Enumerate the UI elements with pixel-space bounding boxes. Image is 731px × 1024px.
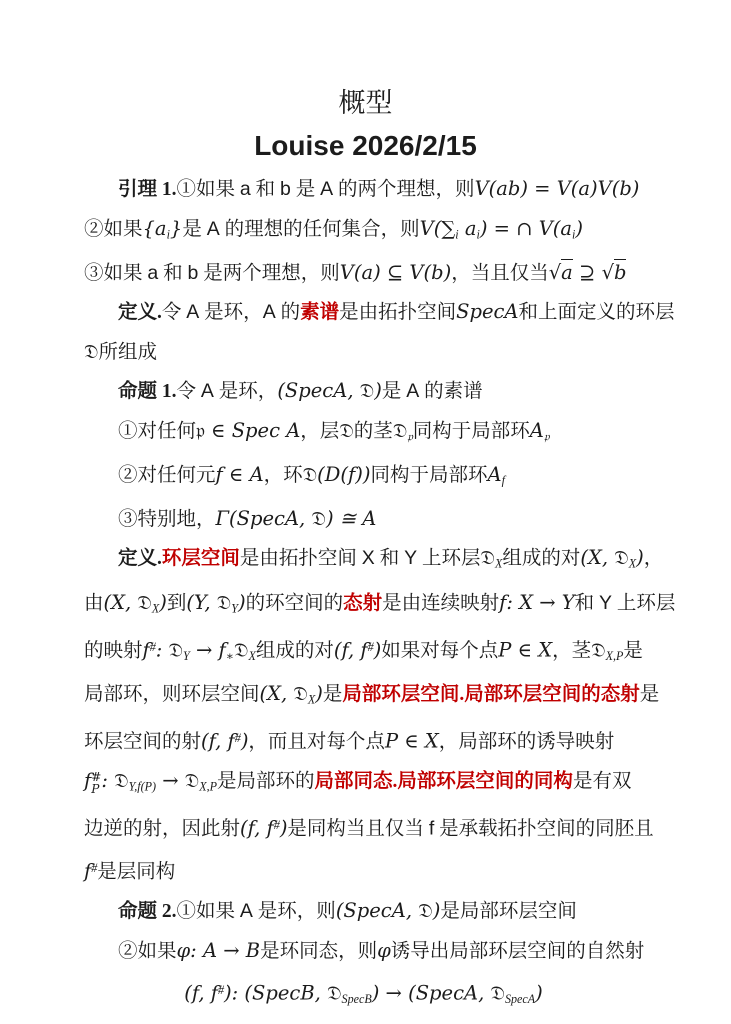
text-segment: 诱导出局部环层空间的自然射 [390,940,645,962]
paragraph [84,762,643,806]
text-segment: a [458,216,477,240]
text-segment: ) [279,816,288,840]
text-segment: ): ( [224,981,253,1005]
text-segment: , [405,899,419,923]
text-segment: A [206,217,220,240]
text-segment: 命题 2. [118,901,177,923]
text-segment: 是有双 [572,771,632,793]
text-segment: (f, f [184,981,218,1005]
text-segment: ，局部环的诱导映射 [438,731,615,753]
text-segment: Y [404,547,418,570]
text-segment: X [151,601,160,616]
text-segment: A [406,380,420,403]
text-segment: 是环， [213,381,278,403]
paragraph [84,892,643,932]
paragraph [84,500,643,540]
text-segment: X [628,557,637,571]
text-segment: b [187,261,199,284]
text-segment: 和 [250,179,281,200]
text-segment: SpecB [341,992,372,1007]
paragraph [84,806,654,849]
text-segment: P [384,729,399,753]
text-segment: P [498,638,512,662]
text-segment: , [478,981,491,1005]
text-segment: 是承载拓扑空间的同胚且 [434,818,654,840]
text-segment: i [455,227,459,242]
text-segment: X [494,557,503,571]
paragraph [84,628,643,676]
text-segment: ①如果 [176,901,240,923]
paragraph [84,170,643,210]
text-segment: ③特别地， [118,508,216,530]
text-segment: {a [142,216,167,240]
text-segment: SpecA [284,379,348,403]
text-segment: V(a) ⊆ V(b) [339,260,452,284]
text-segment: 的素谱 [419,381,483,403]
text-segment: X [424,729,439,753]
text-segment: SpecA [343,899,406,923]
text-segment: 的 [275,302,301,324]
text-segment: X,P [199,779,218,794]
paragraph [84,412,643,456]
text-segment: X [361,547,375,570]
paragraph [84,539,664,583]
text-segment: ) → ( [371,981,416,1005]
highlighted-term: 𝔇 [327,981,342,1005]
highlighted-term: b [614,260,627,284]
document-author-date: Louise 2026/2/15 [254,130,477,161]
text-segment: ) = ∩ V(a [479,216,573,240]
highlighted-term: 𝔇 [114,769,129,793]
highlighted-term: 态射 [343,592,383,614]
text-segment: 环层空间的射 [84,731,202,753]
paragraph [84,932,643,972]
paragraph [84,210,643,254]
text-segment: 是由拓扑空间 [339,302,457,324]
highlighted-term: 环层空间 [161,548,240,570]
text-segment: ) [575,216,583,240]
text-segment: 的环空间的 [245,592,344,614]
text-segment: A [249,462,264,486]
text-segment: 是层同构 [97,861,176,883]
text-segment: 是两个理想，则 [198,262,340,284]
text-segment: 是由拓扑空间 [239,548,362,570]
text-segment: Spec A [231,418,301,442]
document-body [84,170,676,1019]
text-segment: f [428,817,435,840]
text-segment: ) [373,638,382,662]
highlighted-term: 𝔇 [216,590,232,614]
text-segment: (X, [580,546,615,570]
text-segment: (X, [103,590,138,614]
text-segment: √ [548,260,562,284]
highlighted-term: 𝔇 [614,546,629,570]
text-segment: f: X → Y [499,590,575,614]
text-segment: f [84,769,92,793]
text-segment: ⊇ [572,260,602,284]
highlighted-term: 𝔇 [302,462,318,486]
text-segment: X [248,648,256,663]
text-segment: 如果对每个点 [381,640,499,662]
text-segment: Y [231,601,238,616]
text-segment: b [280,178,291,200]
text-segment: f [84,859,92,883]
text-segment: ) [374,379,382,403]
text-segment: 是 [381,381,407,403]
highlighted-term: 局部环层空间.局部环层空间的态射 [342,684,640,706]
text-segment: 和 [158,262,188,284]
text-segment: 上环层 [612,592,676,614]
text-segment: 和上面定义的环层 [518,302,675,324]
paragraph [84,971,643,1019]
highlighted-term: 𝔇 [293,682,308,706]
text-segment: , [299,506,312,530]
text-segment: 同构于局部环 [412,420,530,442]
text-segment: , [347,379,360,403]
text-segment: a [147,261,159,284]
text-segment: f [501,473,505,488]
text-segment: ) [315,682,323,706]
text-segment: ) ≅ A [325,506,377,530]
text-segment: 是局部环的 [217,771,315,793]
text-segment: 命题 1. [118,381,177,403]
text-segment: ，当且仅当 [451,262,549,284]
text-segment: A [487,462,502,486]
paragraph [84,372,643,412]
text-segment: Y [599,591,613,614]
highlighted-term: 𝔇 [233,638,249,662]
paragraph [84,456,643,500]
text-segment: ∈ [222,462,250,486]
highlighted-term: 𝔇 [184,769,200,793]
text-segment: 上环层 [417,548,481,570]
text-segment: 是 [290,179,321,200]
text-segment: # [149,639,156,654]
text-segment: ，茎 [552,640,592,662]
text-segment: # [234,731,241,746]
text-segment: ，层 [300,420,340,442]
text-segment: (Y, [186,590,217,614]
text-segment: φ: A → B [176,938,261,962]
text-segment: (X, [259,682,294,706]
text-segment: A [262,301,276,324]
text-segment: ②如果 [118,940,177,962]
highlighted-term: 𝔇 [591,638,606,662]
text-segment: → [156,769,185,793]
text-segment: A [529,418,544,442]
text-segment: SpecA [236,506,300,530]
text-segment: (D(f)) [317,462,371,486]
text-segment: 定义. [118,548,162,570]
math-supsub: # P [91,770,102,796]
text-segment: X [538,638,553,662]
text-segment: φ [377,938,391,962]
paragraph [84,584,676,628]
text-segment: X [307,692,316,707]
text-segment: √ [601,260,614,284]
highlighted-term: 𝔇 [418,899,433,923]
text-segment: , [314,981,328,1005]
highlighted-term: 素谱 [300,302,340,324]
text-segment: ) [237,590,246,614]
text-segment: 到 [166,592,187,614]
text-segment: ∈ [204,418,232,442]
text-segment: A [239,900,253,923]
paragraph [84,333,643,373]
text-segment: a [239,178,251,200]
text-segment: ( [277,379,285,403]
text-segment: ，环 [263,464,303,486]
text-segment: 局部环，则环层空间 [84,684,260,706]
text-segment: ， [643,548,664,570]
text-segment: 𝔭 [407,429,413,444]
text-segment: ①如果 [176,179,240,200]
text-segment: ( [335,899,344,923]
text-segment: } [169,216,183,240]
text-segment: ②对任何元 [118,464,216,486]
text-segment: V(∑ [419,216,456,240]
text-segment: 组成的对 [255,640,334,662]
text-segment: (f, f [240,816,274,840]
text-segment: ∗ [225,648,234,663]
highlighted-term: 局部同态.局部环层空间的同构 [314,771,573,793]
paragraph [84,849,643,892]
text-segment: 是 [623,640,643,662]
text-segment: V(ab) = V(a)V(b) [474,177,640,200]
text-segment: 是局部环层空间 [440,901,577,923]
text-segment: 是 [639,684,660,706]
text-segment: # [367,639,374,654]
text-segment: 是由连续映射 [382,592,500,614]
text-segment: 令 [176,381,201,403]
text-segment: (f, f [201,729,235,753]
paragraph [84,254,643,294]
text-segment: 由 [84,592,104,614]
highlighted-term: 𝔇 [168,638,184,662]
text-segment: ∈ [398,729,425,753]
highlighted-term: 𝔇 [137,590,152,614]
highlighted-term: a [561,260,573,284]
text-segment: SpecA [415,981,479,1005]
text-segment: : [155,638,169,662]
text-segment: f [218,638,226,662]
text-segment: A [186,301,200,324]
text-segment: A [200,380,214,403]
text-segment: i [476,227,480,242]
highlighted-term: 𝔇 [392,418,408,442]
text-segment: ) [636,546,644,570]
text-segment: # [217,983,225,998]
text-segment: 的两个理想，则 [333,179,475,200]
text-segment: 是环，则 [252,901,336,923]
highlighted-term: 𝔇 [359,379,375,403]
text-segment: f [215,462,223,486]
text-segment: 所组成 [98,341,157,363]
paragraph [84,719,643,762]
text-segment: ) [240,729,249,753]
text-segment: 是环， [199,302,263,324]
paragraph [84,675,660,719]
text-segment: 是同构当且仅当 [287,818,429,840]
text-segment: ) [535,981,543,1005]
highlighted-term: 𝔇 [84,339,99,363]
text-segment: 令 [161,302,187,324]
text-segment: 同构于局部环 [370,464,488,486]
text-segment: # [273,818,280,833]
text-segment: # [91,861,98,876]
text-segment: : [101,769,115,793]
highlighted-term: 𝔇 [480,546,495,570]
text-segment: ①对任何 [118,420,197,442]
text-segment: SpecA [456,300,519,324]
text-segment: f [142,638,150,662]
text-segment: 𝔭 [543,429,550,444]
text-segment: 和 [574,592,600,614]
text-segment: → [189,638,219,662]
text-segment: 和 [374,548,405,570]
paragraph [84,293,675,333]
document-title: 概型 [338,88,393,118]
text-segment: ，而且对每个点 [248,731,385,753]
highlighted-term: 𝔇 [339,418,354,442]
text-segment: 是 [182,218,207,240]
text-segment: X,P [605,648,624,663]
text-segment: SpecA [504,992,536,1007]
text-segment: 定义. [118,302,162,324]
text-segment: 组成的对 [502,548,581,570]
text-segment: i [166,227,170,242]
text-segment: 的理想的任何集合，则 [219,218,420,240]
text-segment: 边逆的射，因此射 [84,818,241,840]
text-segment: ) [159,590,167,614]
text-segment: 的映射 [84,640,143,662]
highlighted-term: 𝔇 [311,506,326,530]
text-segment: (f, f [333,638,368,662]
text-segment: 的茎 [353,420,393,442]
text-segment: i [572,227,576,242]
text-segment: ③如果 [84,262,148,284]
text-segment: Γ( [215,506,237,530]
text-segment: ②如果 [84,218,143,240]
highlighted-term: 𝔇 [490,981,505,1005]
text-segment: ) [432,899,441,923]
text-segment: 是 [322,684,343,706]
highlighted-term: 𝔭 [196,418,205,442]
text-segment: 是环同态，则 [260,940,378,962]
text-segment: SpecB [252,981,315,1005]
text-segment: Y [183,648,190,663]
text-segment: ∈ [511,638,539,662]
text-segment: A [320,178,334,200]
text-segment: Y,f(P) [128,779,157,794]
text-segment: 引理 1. [118,179,177,200]
